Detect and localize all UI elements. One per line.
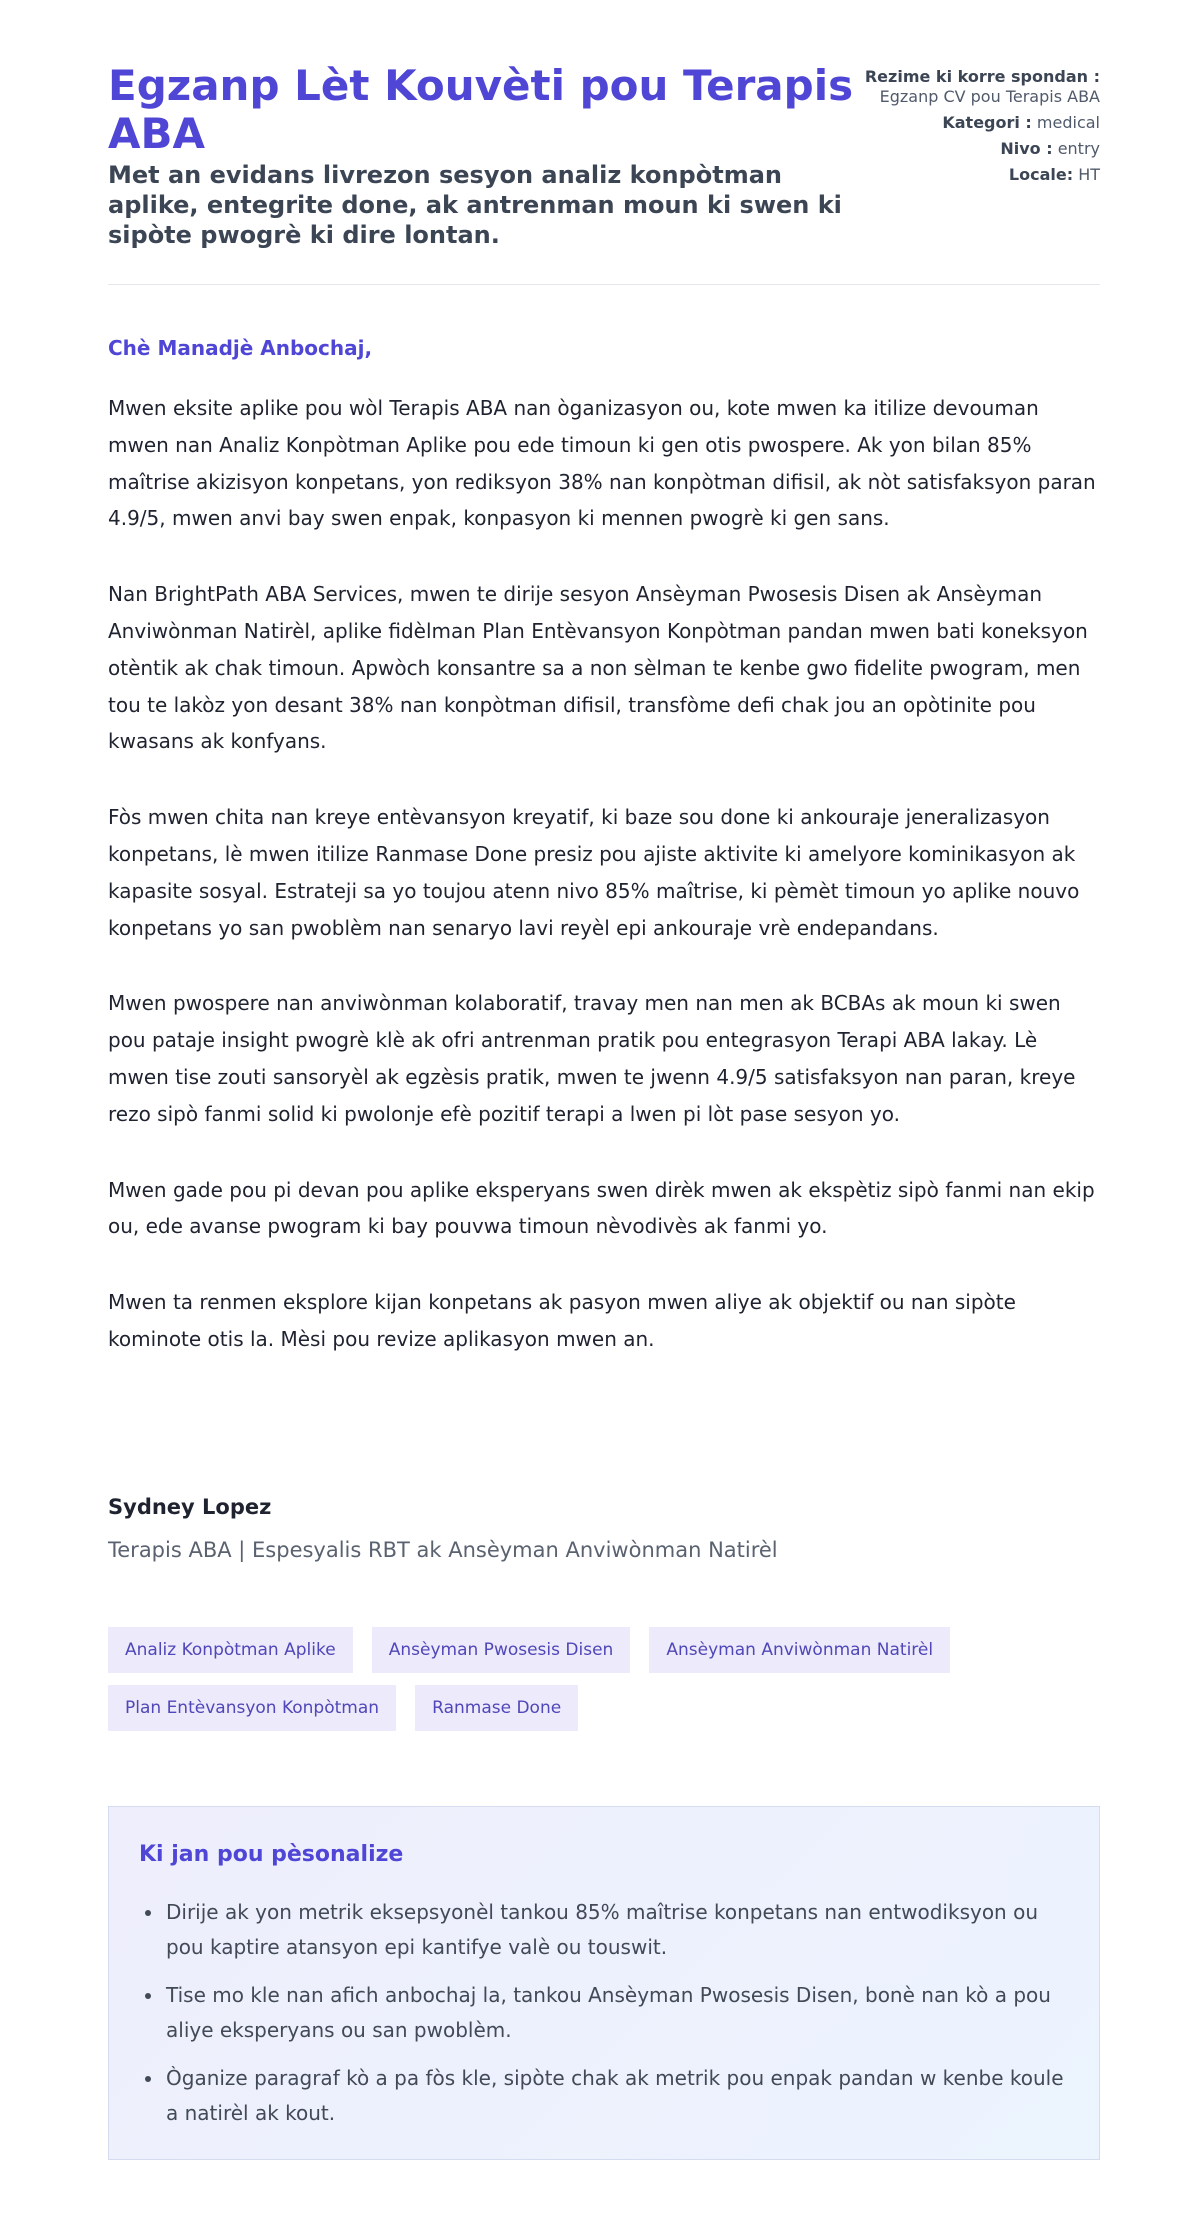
meta-locale-value: HT	[1078, 165, 1100, 184]
letter-paragraph: Mwen ta renmen eksplore kijan konpetans ak pasyon mwen aliye ak objektif ou nan sipòte kominote otis la. Mèsi pou revize aplikasyon mwen an.	[108, 1290, 1016, 1351]
meta-level-label: Nivo :	[1000, 139, 1053, 158]
tip-item: • Dirije ak yon metrik eksepsyonèl tankou 85% maîtrise konpetans nan entwodiksyon ou pou kaptire atansyon epi kantifye valè ou touswit.	[164, 1895, 1074, 1965]
meta-category-value: medical	[1036, 113, 1100, 132]
meta-category-label: Kategori :	[942, 113, 1032, 132]
skill-tag: Analiz Konpòtman Aplike	[108, 1627, 353, 1673]
meta-resume	[860, 67, 1100, 107]
skill-tag: Ansèyman Anviwònman Natirèl	[649, 1627, 950, 1673]
letter-body	[108, 390, 1100, 1397]
skill-tag: Ranmase Done	[415, 1685, 578, 1731]
letter-greeting: Chè Manadjè Anbochaj,	[108, 336, 373, 360]
letter-paragraph: Mwen pwospere nan anviwònman kolaboratif, travay men nan men ak BCBAs ak moun ki swen pou pataje insight pwogrè klè ak ofri antrenman pratik pou entegrasyon Terapi ABA lakay. Lè mwen tise zouti sansoryèl ak egzèsis pratik, mwen te jwenn 4.9/5 satisfaksyon nan paran, kreye rezo sipò fanmi solid ki pwolonje efè pozitif terapi a lwen pi lòt pase sesyon yo.	[108, 991, 1076, 1126]
letter-paragraph: Mwen eksite aplike pou wòl Terapis ABA nan òganizasyon ou, kote mwen ka itilize devouman mwen nan Analiz Konpòtman Aplike pou ede timoun ki gen otis pwospere. Ak yon bilan 85% maîtrise akizisyon konpetans, yon rediksyon 38% nan konpòtman difisil, ak nòt satisfaksyon paran 4.9/5, mwen anvi bay swen enpak, konpasyon ki mennen pwogrè ki gen sans.	[108, 396, 1096, 531]
skill-tag: Plan Entèvansyon Konpòtman	[108, 1685, 396, 1731]
letter-paragraph: Mwen gade pou pi devan pou aplike eksperyans swen dirèk mwen ak ekspètiz sipò fanmi nan ekip ou, ede avanse pwogram ki bay pouvwa timoun nèvodivès ak fanmi yo.	[108, 1177, 1095, 1239]
meta-resume-value: Egzanp CV pou Terapis ABA	[879, 87, 1100, 106]
meta-panel	[860, 67, 1100, 191]
meta-level-value: entry	[1057, 139, 1100, 158]
customization-tips-box	[108, 1806, 1100, 2160]
page-title: Egzanp Lèt Kouvèti pou Terapis ABA	[108, 61, 854, 158]
meta-category	[860, 113, 1100, 133]
meta-resume-label: Rezime ki korre spondan :	[864, 67, 1100, 86]
tips-title: Ki jan pou pèsonalize	[139, 1842, 404, 1867]
letter-paragraph: Fòs mwen chita nan kreye entèvansyon kreyatif, ki baze sou done ki ankouraje jeneralizasyon konpetans, lè mwen itilize Ranmase Done presiz pou ajiste aktivite ki amelyore kominikasyon ak kapasite sosyal. Estrateji sa yo toujou atenn nivo 85% maîtrise, ki pèmèt timoun yo aplike nouvo konpetans yo san pwoblèm nan senaryo lavi reyèl epi ankouraje vrè endepandans.	[108, 805, 1080, 940]
page-header	[108, 62, 1100, 285]
meta-locale-label: Locale:	[1008, 165, 1074, 184]
tip-item: • Òganize paragraf kò a pa fòs kle, sipòte chak ak metrik pou enpak pandan w kenbe koule a natirèl ak kout.	[164, 2061, 1074, 2131]
skill-tags	[108, 1627, 1100, 1743]
signature-name: Sydney Lopez	[108, 1495, 272, 1519]
meta-locale	[860, 165, 1100, 185]
skill-tag: Ansèyman Pwosesis Disen	[372, 1627, 631, 1673]
tip-item: • Tise mo kle nan afich anbochaj la, tankou Ansèyman Pwosesis Disen, bonè nan kò a pou aliye eksperyans ou san pwoblèm.	[164, 1978, 1074, 2048]
signature-role: Terapis ABA | Espesyalis RBT ak Ansèyman Anviwònman Natirèl	[108, 1538, 778, 1562]
page-subtitle: Met an evidans livrezon sesyon analiz konpòtman aplike, entegrite done, ak antrenman moun ki swen ki sipòte pwogrè ki dire lontan.	[108, 161, 842, 249]
letter-paragraph: Nan BrightPath ABA Services, mwen te dirije sesyon Ansèyman Pwosesis Disen ak Ansèyman Anviwònman Natirèl, aplike fidèlman Plan Entèvansyon Konpòtman pandan mwen bati koneksyon otèntik ak chak timoun. Apwòch konsantre sa a non sèlman te kenbe gwo fidelite pwogram, men tou te lakòz yon desant 38% nan konpòtman difisil, transfòme defi chak jou an opòtinite pou kwasans ak konfyans.	[108, 582, 1088, 754]
tips-list	[164, 1895, 1074, 2144]
meta-level	[860, 139, 1100, 159]
